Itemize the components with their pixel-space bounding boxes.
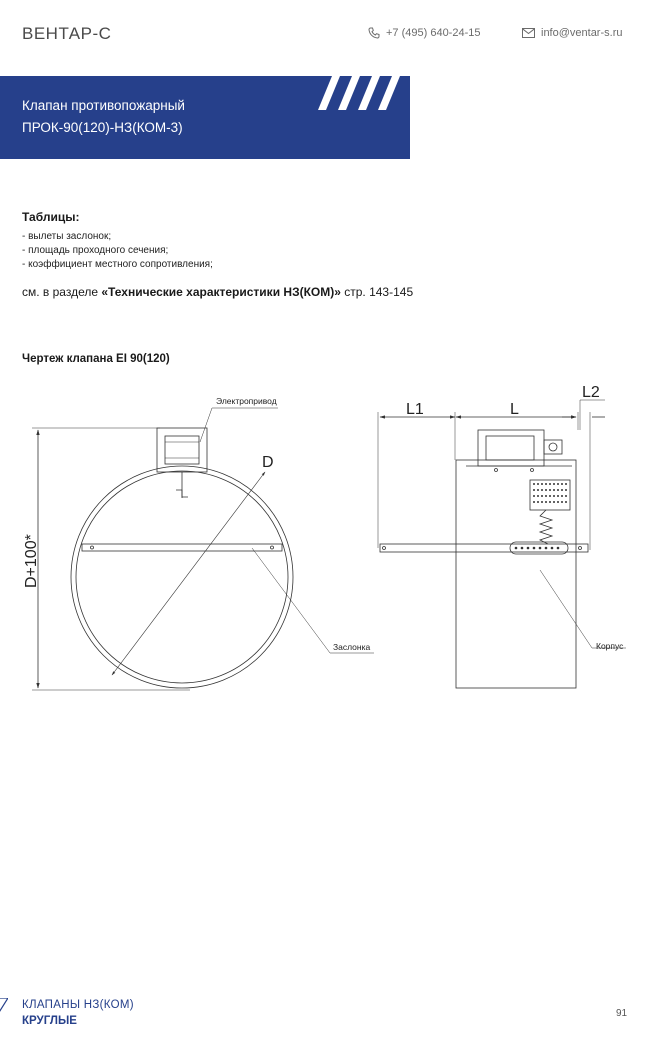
email-contact[interactable] (522, 27, 622, 39)
footer-subsection: КРУГЛЫЕ (22, 1015, 77, 1027)
footer-section: КЛАПАНЫ НЗ(КОМ) (22, 999, 134, 1011)
reference-prefix: см. в разделе (22, 285, 102, 299)
label-l1: L1 (406, 401, 424, 418)
label-l: L (510, 401, 519, 418)
label-damper: Заслонка (333, 642, 371, 652)
tables-heading: Таблицы: (22, 210, 80, 224)
footer-mark-icon (0, 998, 8, 1014)
banner-title-line2: ПРОК-90(120)-НЗ(КОМ-3) (22, 120, 183, 135)
phone-contact[interactable] (368, 27, 480, 39)
phone-number[interactable]: +7 (495) 640-24-15 (386, 27, 481, 39)
damper-drawing (0, 370, 649, 700)
product-banner (0, 76, 410, 159)
label-diameter: D (262, 454, 274, 471)
list-item: - вылеты заслонок; (22, 231, 112, 242)
front-view (32, 408, 374, 690)
reference-link[interactable]: «Технические характеристики НЗ(КОМ)» (101, 285, 341, 299)
label-height: D+100* (23, 534, 40, 588)
reference-text (22, 285, 413, 299)
label-body: Корпус (596, 641, 624, 651)
decorative-stripes-icon (318, 76, 410, 116)
drawing-title: Чертеж клапана EI 90(120) (22, 353, 170, 365)
label-l2: L2 (582, 384, 600, 401)
email-address[interactable]: info@ventar-s.ru (541, 27, 623, 39)
banner-title-line1: Клапан противопожарный (22, 98, 185, 113)
reference-suffix: стр. 143-145 (340, 285, 414, 299)
list-item: - площадь проходного сечения; (22, 245, 169, 256)
brand-name: ВЕНТАР-С (22, 24, 112, 43)
list-item: - коэффициент местного сопротивления; (22, 259, 213, 270)
envelope-icon (522, 28, 535, 38)
phone-icon (368, 27, 380, 39)
side-view (378, 400, 626, 688)
page-number: 91 (616, 1008, 628, 1019)
label-actuator: Электропривод (216, 396, 277, 406)
